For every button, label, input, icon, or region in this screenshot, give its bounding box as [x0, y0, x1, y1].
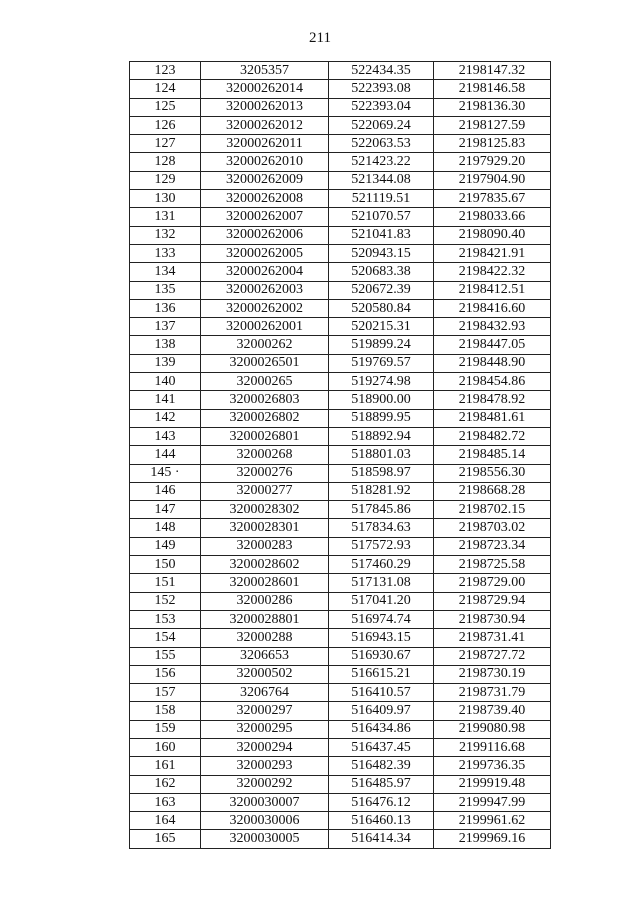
x-coordinate-cell: 520215.31: [329, 318, 434, 336]
y-coordinate-cell: 2198416.60: [434, 299, 551, 317]
y-coordinate-cell: 2198730.94: [434, 610, 551, 628]
table-row: [130, 427, 551, 445]
x-coordinate-cell: 521119.51: [329, 190, 434, 208]
point-id-cell: 3200028801: [201, 610, 329, 628]
x-coordinate-cell: 517834.63: [329, 519, 434, 537]
y-coordinate-cell: 2198090.40: [434, 226, 551, 244]
row-index-cell: 125: [130, 98, 201, 116]
x-coordinate-cell: 516437.45: [329, 738, 434, 756]
table-row: [130, 738, 551, 756]
y-coordinate-cell: 2199947.99: [434, 793, 551, 811]
point-id-cell: 3206653: [201, 647, 329, 665]
row-index-cell: 157: [130, 684, 201, 702]
table-row: [130, 812, 551, 830]
y-coordinate-cell: 2198448.90: [434, 354, 551, 372]
row-index-cell: 150: [130, 556, 201, 574]
y-coordinate-cell: 2199080.98: [434, 720, 551, 738]
table-row: [130, 610, 551, 628]
point-id-cell: 3200028601: [201, 574, 329, 592]
x-coordinate-cell: 516434.86: [329, 720, 434, 738]
x-coordinate-cell: 516476.12: [329, 793, 434, 811]
table-row: [130, 153, 551, 171]
x-coordinate-cell: 517572.93: [329, 537, 434, 555]
point-id-cell: 32000262009: [201, 171, 329, 189]
table-row: [130, 263, 551, 281]
point-id-cell: 32000262005: [201, 244, 329, 262]
point-id-cell: 3200028301: [201, 519, 329, 537]
y-coordinate-cell: 2198482.72: [434, 427, 551, 445]
x-coordinate-cell: 522063.53: [329, 135, 434, 153]
row-index-cell: 145 ·: [130, 464, 201, 482]
row-index-cell: 126: [130, 116, 201, 134]
x-coordinate-cell: 516930.67: [329, 647, 434, 665]
table-row: [130, 409, 551, 427]
y-coordinate-cell: 2199736.35: [434, 757, 551, 775]
table-row: [130, 629, 551, 647]
table-row: [130, 318, 551, 336]
x-coordinate-cell: 519274.98: [329, 373, 434, 391]
y-coordinate-cell: 2198731.41: [434, 629, 551, 647]
row-index-cell: 156: [130, 665, 201, 683]
y-coordinate-cell: 2198478.92: [434, 391, 551, 409]
table-row: [130, 592, 551, 610]
x-coordinate-cell: 518899.95: [329, 409, 434, 427]
x-coordinate-cell: 516485.97: [329, 775, 434, 793]
table-row: [130, 80, 551, 98]
row-index-cell: 140: [130, 373, 201, 391]
y-coordinate-cell: 2198702.15: [434, 501, 551, 519]
y-coordinate-cell: 2198146.58: [434, 80, 551, 98]
point-id-cell: 32000268: [201, 446, 329, 464]
y-coordinate-cell: 2198033.66: [434, 208, 551, 226]
table-row: [130, 116, 551, 134]
point-id-cell: 32000277: [201, 482, 329, 500]
table-row: [130, 519, 551, 537]
x-coordinate-cell: 520580.84: [329, 299, 434, 317]
table-row: [130, 482, 551, 500]
row-index-cell: 131: [130, 208, 201, 226]
row-index-cell: 142: [130, 409, 201, 427]
row-index-cell: 153: [130, 610, 201, 628]
x-coordinate-cell: 519899.24: [329, 336, 434, 354]
table-row: [130, 62, 551, 80]
row-index-cell: 124: [130, 80, 201, 98]
table-row: [130, 757, 551, 775]
table-row: [130, 135, 551, 153]
table-row: [130, 391, 551, 409]
point-id-cell: 32000262012: [201, 116, 329, 134]
x-coordinate-cell: 516460.13: [329, 812, 434, 830]
point-id-cell: 3200026803: [201, 391, 329, 409]
y-coordinate-cell: 2198727.72: [434, 647, 551, 665]
row-index-cell: 158: [130, 702, 201, 720]
row-index-cell: 163: [130, 793, 201, 811]
point-id-cell: 32000262: [201, 336, 329, 354]
x-coordinate-cell: 522069.24: [329, 116, 434, 134]
x-coordinate-cell: 516974.74: [329, 610, 434, 628]
table-row: [130, 647, 551, 665]
point-id-cell: 32000295: [201, 720, 329, 738]
table-row: [130, 793, 551, 811]
table-row: [130, 208, 551, 226]
y-coordinate-cell: 2198432.93: [434, 318, 551, 336]
row-index-cell: 154: [130, 629, 201, 647]
point-id-cell: 32000262013: [201, 98, 329, 116]
row-index-cell: 133: [130, 244, 201, 262]
row-index-cell: 161: [130, 757, 201, 775]
row-index-cell: 162: [130, 775, 201, 793]
row-index-cell: 132: [130, 226, 201, 244]
row-index-cell: 128: [130, 153, 201, 171]
point-id-cell: 3205357: [201, 62, 329, 80]
y-coordinate-cell: 2198127.59: [434, 116, 551, 134]
table-row: [130, 336, 551, 354]
row-index-cell: 139: [130, 354, 201, 372]
y-coordinate-cell: 2198723.34: [434, 537, 551, 555]
row-index-cell: 127: [130, 135, 201, 153]
row-index-cell: 137: [130, 318, 201, 336]
x-coordinate-cell: 517845.86: [329, 501, 434, 519]
y-coordinate-cell: 2198421.91: [434, 244, 551, 262]
table-row: [130, 446, 551, 464]
x-coordinate-cell: 516615.21: [329, 665, 434, 683]
row-index-cell: 151: [130, 574, 201, 592]
point-id-cell: 3200030007: [201, 793, 329, 811]
x-coordinate-cell: 520683.38: [329, 263, 434, 281]
point-id-cell: 32000262003: [201, 281, 329, 299]
x-coordinate-cell: 522434.35: [329, 62, 434, 80]
row-index-cell: 159: [130, 720, 201, 738]
row-index-cell: 138: [130, 336, 201, 354]
x-coordinate-cell: 518598.97: [329, 464, 434, 482]
x-coordinate-cell: 518892.94: [329, 427, 434, 445]
table-row: [130, 665, 551, 683]
y-coordinate-cell: 2198147.32: [434, 62, 551, 80]
point-id-cell: 32000262014: [201, 80, 329, 98]
y-coordinate-cell: 2198125.83: [434, 135, 551, 153]
table-row: [130, 574, 551, 592]
point-id-cell: 32000297: [201, 702, 329, 720]
y-coordinate-cell: 2198136.30: [434, 98, 551, 116]
table-row: [130, 830, 551, 848]
y-coordinate-cell: 2198668.28: [434, 482, 551, 500]
point-id-cell: 32000286: [201, 592, 329, 610]
x-coordinate-cell: 521423.22: [329, 153, 434, 171]
point-id-cell: 32000262011: [201, 135, 329, 153]
x-coordinate-cell: 516410.57: [329, 684, 434, 702]
table-row: [130, 299, 551, 317]
point-id-cell: 3206764: [201, 684, 329, 702]
table-row: [130, 190, 551, 208]
y-coordinate-cell: 2198422.32: [434, 263, 551, 281]
point-id-cell: 3200030005: [201, 830, 329, 848]
x-coordinate-cell: 521070.57: [329, 208, 434, 226]
row-index-cell: 146: [130, 482, 201, 500]
y-coordinate-cell: 2198556.30: [434, 464, 551, 482]
row-index-cell: 141: [130, 391, 201, 409]
x-coordinate-cell: 520672.39: [329, 281, 434, 299]
table-row: [130, 684, 551, 702]
point-id-cell: 3200026501: [201, 354, 329, 372]
point-id-cell: 32000265: [201, 373, 329, 391]
row-index-cell: 149: [130, 537, 201, 555]
point-id-cell: 3200028302: [201, 501, 329, 519]
point-id-cell: 3200026802: [201, 409, 329, 427]
x-coordinate-cell: 517460.29: [329, 556, 434, 574]
x-coordinate-cell: 521041.83: [329, 226, 434, 244]
y-coordinate-cell: 2199919.48: [434, 775, 551, 793]
y-coordinate-cell: 2198412.51: [434, 281, 551, 299]
table-row: [130, 354, 551, 372]
point-id-cell: 32000288: [201, 629, 329, 647]
row-index-cell: 123: [130, 62, 201, 80]
y-coordinate-cell: 2199961.62: [434, 812, 551, 830]
row-index-cell: 129: [130, 171, 201, 189]
y-coordinate-cell: 2198731.79: [434, 684, 551, 702]
table-row: [130, 720, 551, 738]
table-row: [130, 537, 551, 555]
y-coordinate-cell: 2197835.67: [434, 190, 551, 208]
table-row: [130, 98, 551, 116]
point-id-cell: 32000262007: [201, 208, 329, 226]
point-id-cell: 32000262001: [201, 318, 329, 336]
x-coordinate-cell: 517131.08: [329, 574, 434, 592]
point-id-cell: 32000262008: [201, 190, 329, 208]
table-row: [130, 244, 551, 262]
x-coordinate-cell: 516943.15: [329, 629, 434, 647]
point-id-cell: 3200028602: [201, 556, 329, 574]
y-coordinate-cell: 2198729.00: [434, 574, 551, 592]
y-coordinate-cell: 2198730.19: [434, 665, 551, 683]
x-coordinate-cell: 516482.39: [329, 757, 434, 775]
table-row: [130, 171, 551, 189]
point-id-cell: 3200030006: [201, 812, 329, 830]
row-index-cell: 136: [130, 299, 201, 317]
point-id-cell: 32000294: [201, 738, 329, 756]
x-coordinate-cell: 518900.00: [329, 391, 434, 409]
x-coordinate-cell: 521344.08: [329, 171, 434, 189]
y-coordinate-cell: 2198481.61: [434, 409, 551, 427]
y-coordinate-cell: 2199116.68: [434, 738, 551, 756]
point-id-cell: 32000502: [201, 665, 329, 683]
y-coordinate-cell: 2198447.05: [434, 336, 551, 354]
point-id-cell: 32000262004: [201, 263, 329, 281]
row-index-cell: 147: [130, 501, 201, 519]
table-row: [130, 556, 551, 574]
point-id-cell: 3200026801: [201, 427, 329, 445]
table-row: [130, 281, 551, 299]
coordinates-table-body: [130, 62, 551, 849]
y-coordinate-cell: 2197904.90: [434, 171, 551, 189]
row-index-cell: 148: [130, 519, 201, 537]
x-coordinate-cell: 518801.03: [329, 446, 434, 464]
x-coordinate-cell: 517041.20: [329, 592, 434, 610]
row-index-cell: 144: [130, 446, 201, 464]
table-row: [130, 464, 551, 482]
table-row: [130, 775, 551, 793]
coordinates-table: [129, 61, 551, 849]
y-coordinate-cell: 2197929.20: [434, 153, 551, 171]
point-id-cell: 32000283: [201, 537, 329, 555]
row-index-cell: 135: [130, 281, 201, 299]
point-id-cell: 32000262002: [201, 299, 329, 317]
y-coordinate-cell: 2198454.86: [434, 373, 551, 391]
row-index-cell: 130: [130, 190, 201, 208]
y-coordinate-cell: 2198729.94: [434, 592, 551, 610]
x-coordinate-cell: 519769.57: [329, 354, 434, 372]
y-coordinate-cell: 2198703.02: [434, 519, 551, 537]
x-coordinate-cell: 522393.04: [329, 98, 434, 116]
row-index-cell: 143: [130, 427, 201, 445]
y-coordinate-cell: 2198725.58: [434, 556, 551, 574]
table-row: [130, 373, 551, 391]
point-id-cell: 32000292: [201, 775, 329, 793]
x-coordinate-cell: 522393.08: [329, 80, 434, 98]
point-id-cell: 32000293: [201, 757, 329, 775]
row-index-cell: 160: [130, 738, 201, 756]
table-row: [130, 702, 551, 720]
x-coordinate-cell: 516409.97: [329, 702, 434, 720]
point-id-cell: 32000262010: [201, 153, 329, 171]
y-coordinate-cell: 2198739.40: [434, 702, 551, 720]
x-coordinate-cell: 520943.15: [329, 244, 434, 262]
x-coordinate-cell: 518281.92: [329, 482, 434, 500]
table-row: [130, 226, 551, 244]
table-row: [130, 501, 551, 519]
page-number: 211: [309, 30, 331, 46]
row-index-cell: 164: [130, 812, 201, 830]
point-id-cell: 32000262006: [201, 226, 329, 244]
row-index-cell: 165: [130, 830, 201, 848]
x-coordinate-cell: 516414.34: [329, 830, 434, 848]
row-index-cell: 155: [130, 647, 201, 665]
y-coordinate-cell: 2198485.14: [434, 446, 551, 464]
point-id-cell: 32000276: [201, 464, 329, 482]
row-index-cell: 152: [130, 592, 201, 610]
y-coordinate-cell: 2199969.16: [434, 830, 551, 848]
row-index-cell: 134: [130, 263, 201, 281]
